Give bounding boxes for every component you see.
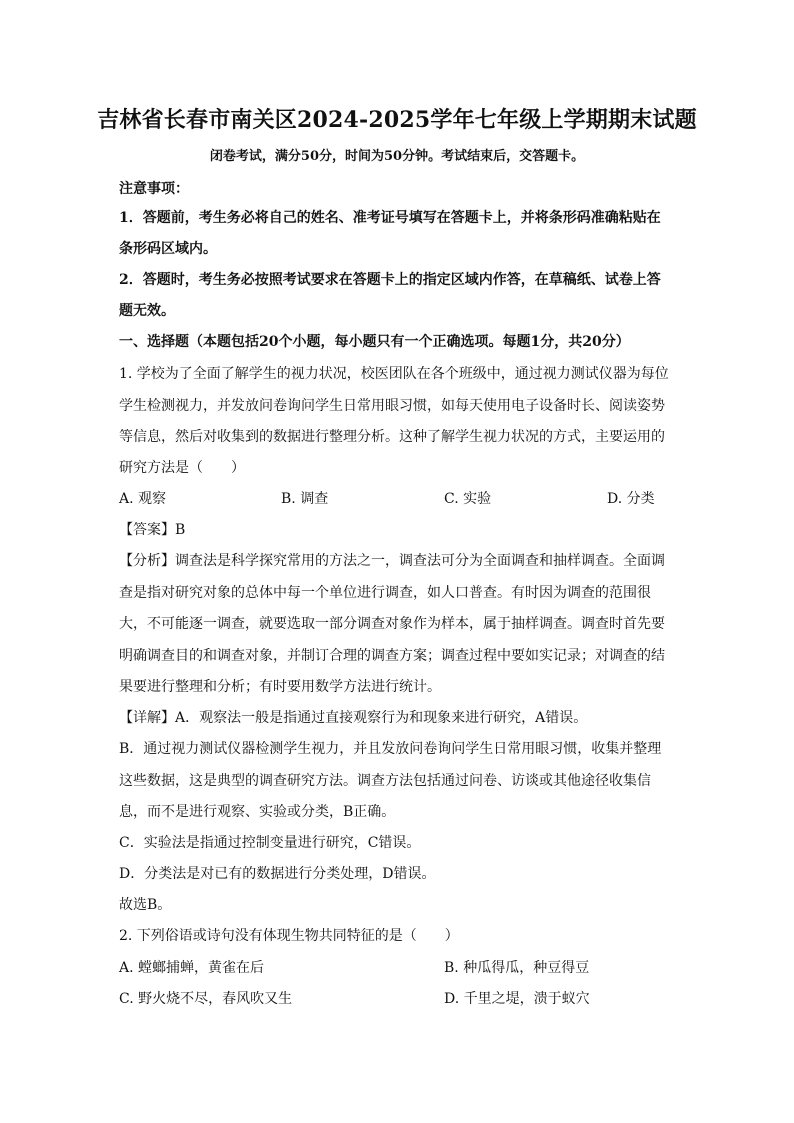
question-2-options-row-2 <box>119 988 679 1008</box>
page-title: 吉林省长春市南关区2024-2025学年七年级上学期期末试题 <box>97 107 697 133</box>
detail-line: 【详解】A．观察法一般是指通过直接观察行为和现象来进行研究，A错误。 <box>119 710 588 726</box>
notes-item-2-line-2: 题无效。 <box>119 303 175 319</box>
option-d: D. 分类 <box>607 491 655 507</box>
question-1-stem-line: 学生检测视力，并发放问卷询问学生日常用眼习惯，如每天使用电子设备时长、阅读姿势 <box>119 398 665 414</box>
section-heading: 一、选择题（本题包括20个小题，每小题只有一个正确选项。每题1分，共20分） <box>119 334 630 350</box>
detail-line: D．分类法是对已有的数据进行分类处理，D错误。 <box>119 866 436 882</box>
question-1-stem-line: 研究方法是（ ） <box>119 460 245 476</box>
option-c: C. 野火烧不尽，春风吹又生 <box>119 991 293 1007</box>
question-2-stem: 2. 下列俗语或诗句没有体现生物共同特征的是（ ） <box>119 928 459 944</box>
notes-item-1-line-2: 条形码区域内。 <box>119 241 217 257</box>
question-1-options <box>119 488 679 508</box>
detail-line: 这些数据，这是典型的调查研究方法。调查方法包括通过问卷、访谈或其他途径收集信 <box>119 773 651 789</box>
notes-heading: 注意事项： <box>119 181 189 197</box>
analysis-line: 查是指对研究对象的总体中每一个单位进行调查，如人口普查。有时因为调查的范围很 <box>119 585 651 601</box>
option-a: A. 螳螂捕蝉，黄雀在后 <box>119 960 265 976</box>
question-1-stem-line: 1. 学校为了全面了解学生的视力状况，校医团队在各个班级中，通过视力测试仪器为每位 <box>119 366 669 382</box>
notes-item-2-line-1: 2．答题时，考生务必按照考试要求在答题卡上的指定区域内作答，在草稿纸、试卷上答 <box>119 272 661 288</box>
analysis-line: 明确调查目的和调查对象，并制订合理的调查方案；调查过程中要如实记录；对调查的结 <box>119 648 665 664</box>
option-b: B. 种瓜得瓜，种豆得豆 <box>444 960 590 976</box>
detail-line: B．通过视力测试仪器检测学生视力，并且发放问卷询问学生日常用眼习惯，收集并整理 <box>119 741 662 757</box>
option-c: C. 实验 <box>444 491 492 507</box>
exam-instructions: 闭卷考试，满分50分，时间为50分钟。考试结束后，交答题卡。 <box>209 149 585 164</box>
detail-line: 息，而不是进行观察、实验或分类，B正确。 <box>119 804 396 820</box>
question-1-stem-line: 等信息，然后对收集到的数据进行整理分析。这种了解学生视力状况的方式，主要运用的 <box>119 429 665 445</box>
analysis-line: 大，不可能逐一调查，就要选取一部分调查对象作为样本，属于抽样调查。调查时首先要 <box>119 616 665 632</box>
option-d: D. 千里之堤，溃于蚁穴 <box>444 991 590 1007</box>
analysis-line: 【分析】调查法是科学探究常用的方法之一，调查法可分为全面调查和抽样调查。全面调 <box>119 553 665 569</box>
option-a: A. 观察 <box>119 491 167 507</box>
option-b: B. 调查 <box>281 491 329 507</box>
notes-item-1-line-1: 1．答题前，考生务必将自己的姓名、准考证号填写在答题卡上，并将条形码准确粘贴在 <box>119 210 661 226</box>
question-1-answer: 【答案】B <box>119 522 186 538</box>
detail-conclusion: 故选B。 <box>119 897 172 913</box>
analysis-line: 果要进行整理和分析；有时要用数学方法进行统计。 <box>119 679 441 695</box>
question-2-options-row-1 <box>119 957 679 977</box>
detail-line: C．实验法是指通过控制变量进行研究，C错误。 <box>119 835 421 851</box>
